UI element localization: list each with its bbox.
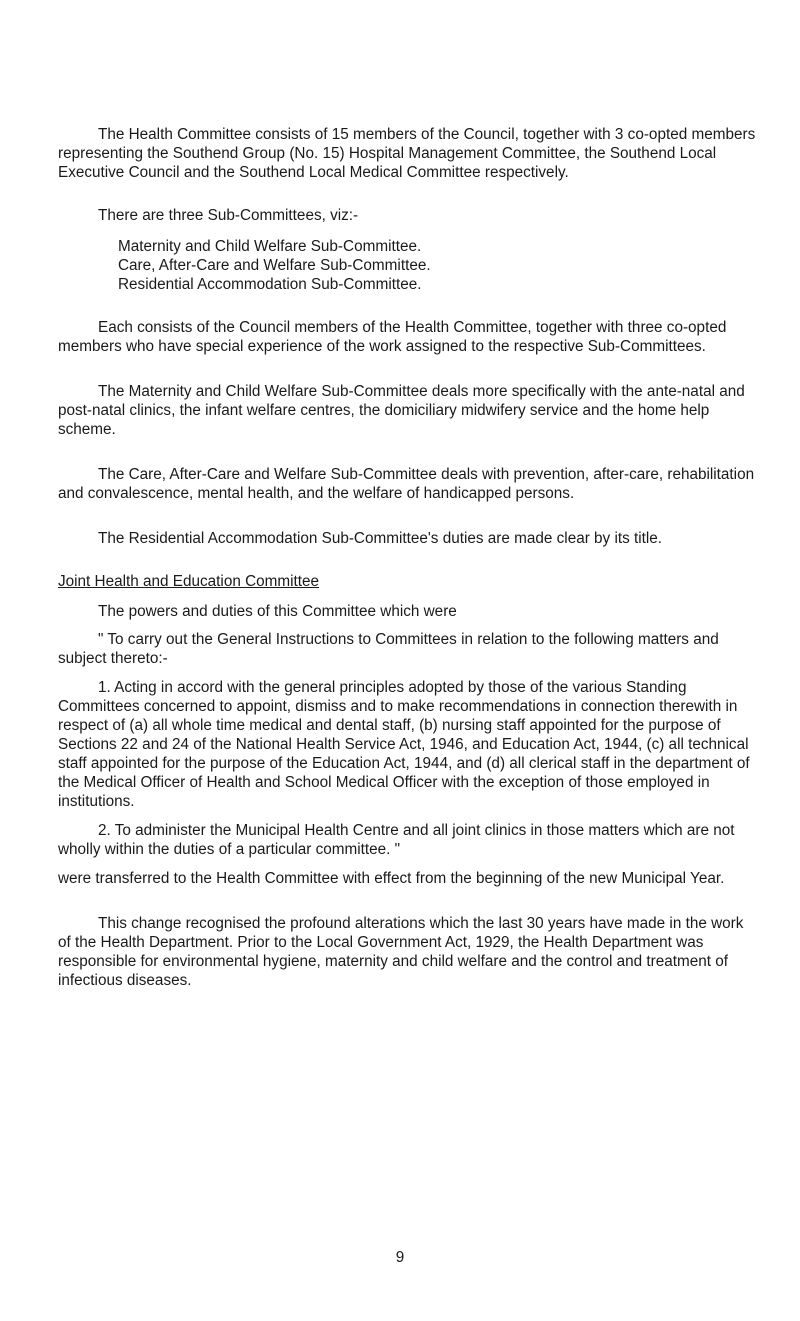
- paragraph-change-recognised: This change recognised the profound alterations which the last 30 years have made in the work of the Health Department. Prior to the Local Government Act, 1929, the Health Department was responsible for environmental hygiene, maternity and child welfare and the control and treatment of infectious diseases.: [58, 915, 744, 989]
- paragraph-subcommittee-membership: Each consists of the Council members of the Health Committee, together with three co-opted members who have special experience of the work assigned to the respective Sub-Committees.: [58, 319, 727, 355]
- quote-item-1: 1. Acting in accord with the general principles adopted by those of the various Standing Committees concerned to appoint, dismiss and to make recommendations in connection therewith in respect of (a) all whole time medical and dental staff, (b) nursing staff appointed for the purpose of Sections 22 and 24 of the National Health Service Act, 1946, and Education Act, 1944, (c) all technical staff appointed for the purpose of the Education Act, 1944, and (d) all clerical staff in the department of the Medical Officer of Health and School Medical Officer with the exception of those employed in institutions.: [58, 679, 750, 810]
- paragraph-transfer: were transferred to the Health Committee with effect from the beginning of the new Municipal Year.: [58, 870, 725, 887]
- paragraph-residential-duties: The Residential Accommodation Sub-Committee's duties are made clear by its title.: [98, 530, 663, 547]
- quote-general-instructions: " To carry out the General Instructions to Committees in relation to the following matters and subject thereto:-: [58, 631, 719, 667]
- document-body: [58, 125, 758, 990]
- paragraph-subcommittees-intro: There are three Sub-Committees, viz:-: [98, 207, 359, 224]
- paragraph-care-duties: The Care, After-Care and Welfare Sub-Committee deals with prevention, after-care, rehabilitation and convalescence, mental health, and the welfare of handicapped persons.: [58, 466, 755, 502]
- quote-item-2: 2. To administer the Municipal Health Centre and all joint clinics in those matters which are not wholly within the duties of a particular committee. ": [58, 822, 735, 858]
- page-number: 9: [395, 1249, 405, 1266]
- section-heading-joint-committee: Joint Health and Education Committee: [58, 573, 320, 590]
- list-item: Residential Accommodation Sub-Committee.: [118, 276, 422, 293]
- paragraph-powers-intro: The powers and duties of this Committee which were: [98, 603, 457, 620]
- paragraph-committee-composition: The Health Committee consists of 15 members of the Council, together with 3 co-opted members representing the Southend Group (No. 15) Hospital Management Committee, the Southend Local Executive Council and the Southend Local Medical Committee respectively.: [58, 126, 756, 181]
- list-item: Maternity and Child Welfare Sub-Committee.: [118, 238, 422, 255]
- paragraph-maternity-duties: The Maternity and Child Welfare Sub-Committee deals more specifically with the ante-natal and post-natal clinics, the infant welfare centres, the domiciliary midwifery service and the home help scheme.: [58, 383, 745, 438]
- list-item: Care, After-Care and Welfare Sub-Committee.: [118, 257, 431, 274]
- subcommittee-list: [118, 237, 758, 294]
